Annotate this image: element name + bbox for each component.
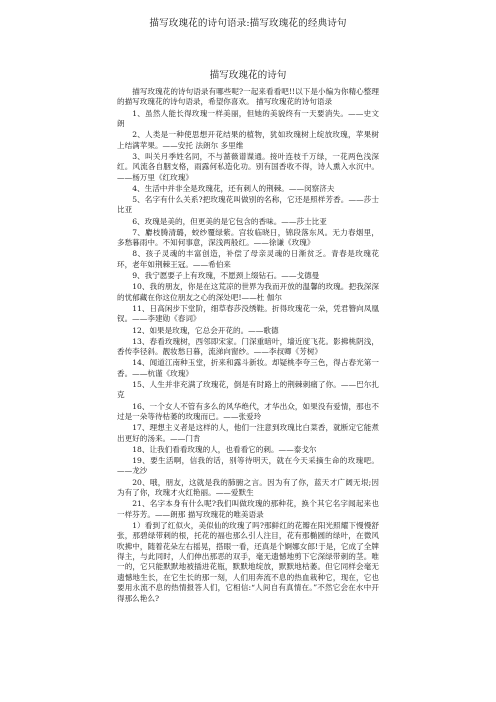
prose-paragraph: 1）看到了红似火，美似仙的玫瑰了吗?那鲜红的花瓣在阳光照耀下慢慢舒张，那碧绿带刺的根，托花的福也那么引人注目，花有那椭圆的绿叶，在微风吹拂中，随着花朵左右摇晃，搭眼一看，还真是个婀娜女郎!于是，它成了全牌得主，与此同时，人们伸出那恶的双手，毫无遗憾地剪下它深绿带刺的茎。唯一的，它只能默默地被插进花瓶，默默地绽放，默默地枯萎。但它同样会毫无遗憾地生长，在它生长的那一刻，人们用奔流不息的热血栽种它，现在，它也要用永流不息的热情报答人们，它相信:“人间自有真情在。”不然它会在水中开得那么艳么? <box>117 520 379 603</box>
quote-item: 21、名字本身有什么呢?我们叫做玫瑰的那种花，换个其它名字闻起来也一样芬芳。——朗那 描写玫瑰花的唯美语录 <box>117 499 379 519</box>
quote-item: 15、人生并非充满了玫瑰花，倒是有时路上的荆棘刺痛了你。——巴尔扎克 <box>117 379 379 400</box>
quote-item: 8、孩子灵魂的丰富创造，补偿了母亲灵魂的日渐贫乏。青春是玫瑰花环，老年如荆棘王冠。——希伯来 <box>117 249 379 269</box>
section-heading: 描写玫瑰花的诗句 <box>209 70 287 81</box>
document-title: 描写玫瑰花的诗句语录:描写玫瑰花的经典诗句 <box>149 18 347 29</box>
quote-item: 20、哦，朋友，这就是我的肺腑之言。因为有了你，蓝天才广阔无垠;因为有了你，玫瑰才火红艳丽。——爱默生 <box>117 477 379 497</box>
quote-item: 3、叫关月季姓名同，不与蔷薇谱谍通。接叶连枝千万绿，一花两色浅深红。风流各自胭支格，雨露何私造化功。别有国香收不得，诗人熏入水沉中。——杨万里《红玫瑰》 <box>117 151 379 182</box>
quote-item: 13、春看玫瑰树，西邻即宋家。门深重暗叶，墙近度飞花。影拂桃阴浅，香传李径斜。靓妆愁日暮，流涕向窗纱。——李叔卿《芳树》 <box>117 336 379 357</box>
intro-paragraph: 描写玫瑰花的诗句语录有哪些呢?一起来看看吧!!以下是小编为你精心整理的描写玫瑰花的诗句语录，希望你喜欢。 描写玫瑰花的诗句语录 <box>117 87 379 107</box>
quote-item: 1、虽然人能长得玫瑰一样美丽，但她的美貌终有一天要消失。——史文朗 <box>117 108 379 129</box>
quote-item: 5、名字有什么关系?把玫瑰花叫做别的名称，它还是照样芳香。——莎士比亚 <box>117 195 379 215</box>
quote-item: 17、理想主义者是这样的人，他们一注意到玫瑰比白菜香，就断定它能煮出更好的汤来。——门肯 <box>117 423 379 443</box>
quote-item: 2、人类是一种使思想开花结果的植物，犹如玫瑰树上绽放玫瑰，苹果树上结满苹果。——安托 法朗尔 多里维 <box>117 130 379 150</box>
quote-item: 6、玫瑰是美的，但更美的是它包含的香味。——莎士比亚 <box>132 216 327 226</box>
document-body <box>117 87 379 605</box>
quote-item: 19、要生活啊，信我的话，别等待明天，就在今天采摘生命的玫瑰吧。——龙沙 <box>117 455 379 476</box>
quote-item: 11、日高闲步下堂阶，细草春莎没绣鞋。折得玫瑰花一朵，凭君簪向凤凰钗。——李建勋《春词》 <box>117 303 379 324</box>
quote-item: 14、闻道江南种玉堂，折来和露斗新妆。却疑桃李夸三色，得占春光第一香。——杭谨《玫瑰》 <box>117 358 379 378</box>
quote-item: 4、生活中并非全是玫瑰花，还有刺人的荆棘。——闵察济夫 <box>132 183 335 193</box>
quote-item: 10、我的朋友，你是在这荒凉的世界为我而开放的温馨的玫瑰。把我深深的忧郁藏在你这位朋友之心的深处吧!——杜 伽尔 <box>117 282 379 302</box>
quote-item: 7、麝枝腾清璐，蛟纱覆绿紫。宫妆临晓日，锦段落东风。无力春烟里，多愁暮雨中。不知何事意，深浅两般红。——徐谦《玫瑰》 <box>117 227 379 248</box>
quote-item: 16、一个女人不管有多么的风华绝代，才华出众，如果没有爱情，那也不过是一朵等待枯萎的玫瑰而已。——张爱玲 <box>117 401 379 421</box>
quote-item: 18、让我们看看玫瑰的人，也看看它的刺。——泰戈尔 <box>132 444 317 454</box>
quote-item: 12、如果是玫瑰，它总会开花的。——歌德 <box>132 325 279 335</box>
quote-item: 9、我宁愿要子上有玫瑰，不愿颈上缀钻石。——戈德曼 <box>132 271 320 281</box>
